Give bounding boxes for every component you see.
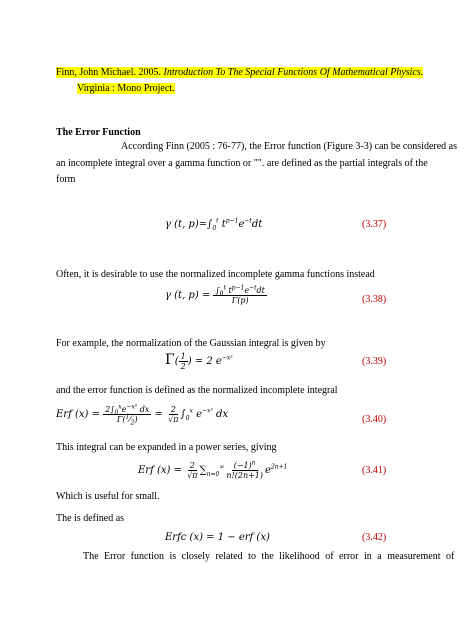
citation-publisher: Virginia : Mono Project. [77, 83, 175, 94]
equation-number-3-39: (3.39) [362, 356, 387, 367]
errfunc-paragraph: and the error function is defined as the normalized incomplete integral [56, 385, 338, 396]
closing-paragraph: The Error function is closely related to the likelihood of error in a measurement of [83, 551, 455, 562]
equation-number-3-37: (3.37) [362, 219, 387, 230]
section-heading: The Error Function [56, 127, 141, 138]
equation-3-40: Erf (x) = $\frac{2\int_0^xe^{-x^2} dx}{\Gamma(^1⁄_2)}$ = $\frac{2}{√\pi}$ $\int_0^x$ $e^{-x^2}$ dx [56, 403, 229, 427]
equation-number-3-40: (3.40) [362, 414, 387, 425]
equation-3-38: γ (t, p) = $\frac{\int_0^t t^{p-1}e^{-t}dt}{\Gamma(p)}$ [165, 284, 265, 305]
series-paragraph: This integral can be expanded in a power series, giving [56, 442, 277, 453]
intro-line-1: According Finn (2005 : 76-77), the Error function (Figure 3-3) can be considered as [121, 141, 458, 152]
example-paragraph: For example, the normalization of the Gaussian integral is given by [56, 338, 326, 349]
equation-3-41: Erf (x) = $\frac{2}{√\pi}$ $\sum_{n=0}^\infty$ $\frac{(-1)^n}{n!(2n+1)}$ $e^{2n+1}$ [138, 459, 288, 480]
citation-title: Introduction To The Special Functions Of Mathematical Physics. [163, 67, 424, 78]
citation-line-2 [77, 83, 175, 95]
equation-3-37: γ (t, $p)=\int_0^t$ $t^{p-1}e^{-t}dt$ [165, 217, 263, 232]
equation-number-3-42: (3.42) [362, 532, 387, 543]
defined-paragraph: The is defined as [56, 513, 125, 524]
often-paragraph: Often, it is desirable to use the normalized incomplete gamma functions instead [56, 269, 375, 280]
intro-line-2: an incomplete integral over a gamma function or "". are defined as the partial integrals of the [56, 158, 428, 169]
equation-3-42: Erfc (x) = 1 − erf (x) [165, 532, 270, 543]
citation-line-1 [56, 67, 423, 79]
equation-3-39: Γ( $\frac{1}{2}$ ) = 2 $e^{-x^2}$ [165, 352, 233, 371]
equation-number-3-38: (3.38) [362, 294, 387, 305]
equation-number-3-41: (3.41) [362, 465, 387, 476]
useful-paragraph: Which is useful for small. [56, 491, 160, 502]
intro-line-3: form [56, 174, 76, 185]
citation-authors: Finn, John Michael. 2005. [56, 67, 164, 78]
